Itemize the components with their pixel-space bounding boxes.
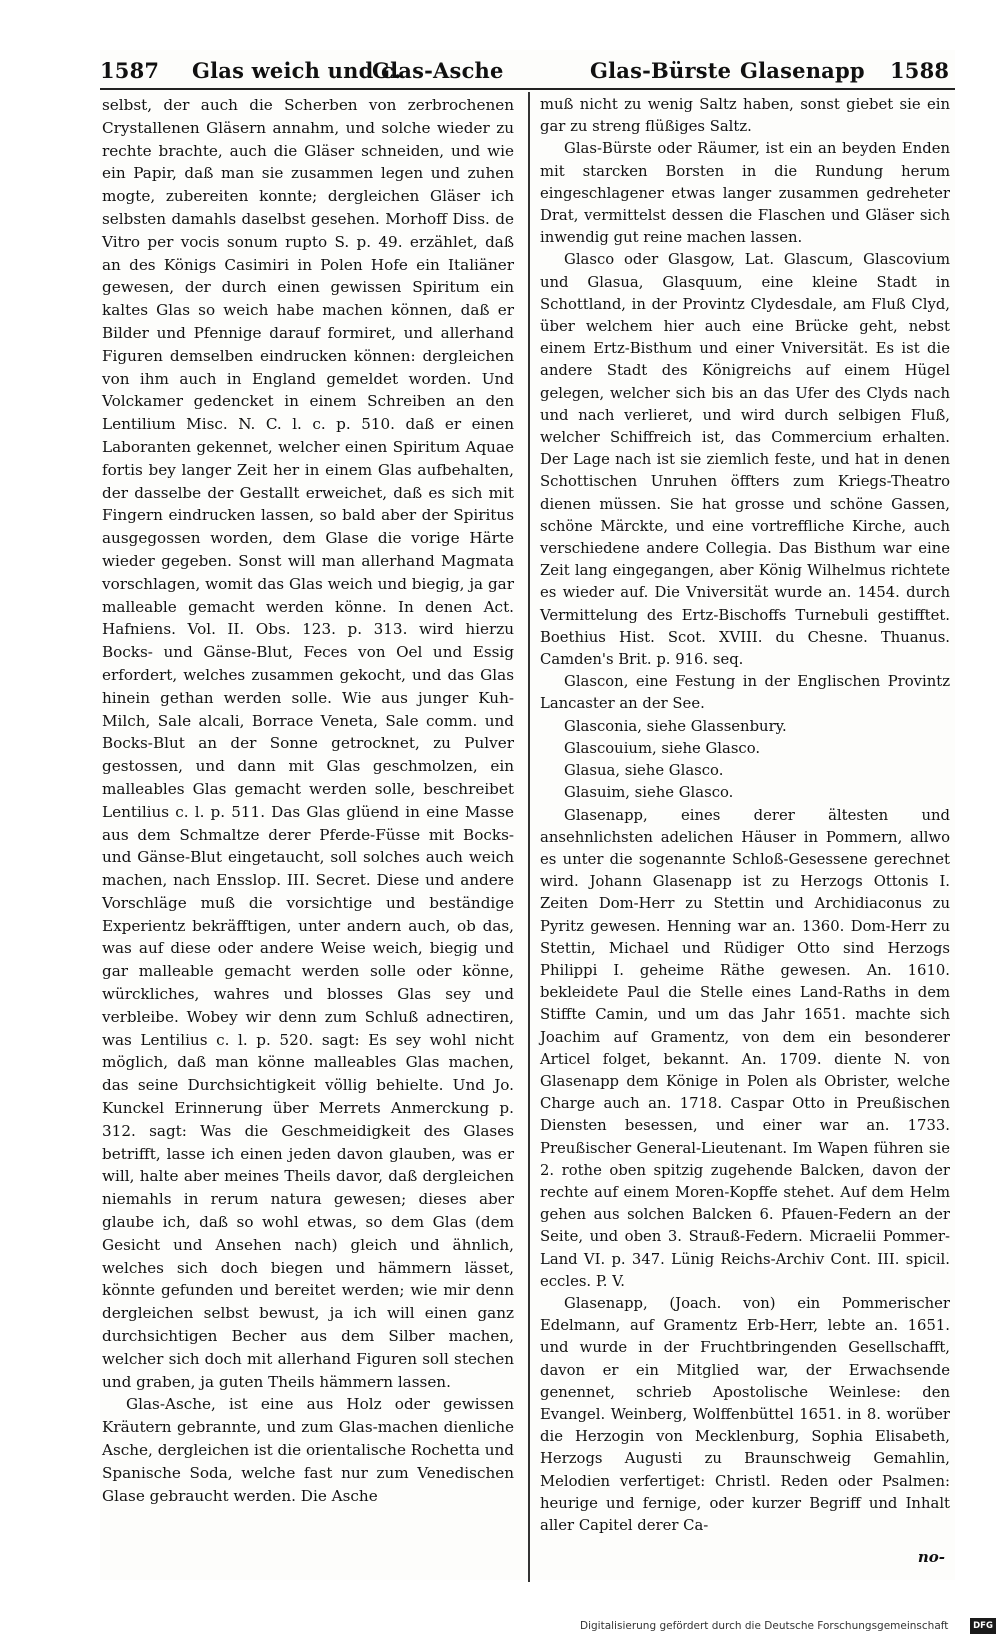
- left-running-title-2: Glas-Asche: [372, 58, 504, 83]
- paragraph: Glasua, siehe Glasco.: [564, 762, 724, 780]
- paragraph: Glasenapp, (Joach. von) ein Pommerischer Edelmann, auf Gramentz Erb-Herr, lebte an. 1651. und wurde in der Fruchtbringenden Gesellschafft, davon er ein Mitglied war, der Erwachsende genennet, schrieb Apostolische Weinlese: den Evangel. Weinberg, Wolffenbüttel 1651. in 8. worüber die Herzogin von Mecklenburg, Sophia Elisabeth, Herzogs Augusti zu Braunschweig Gemahlin, Melodien verfertiget: Christl. Reden oder Psalmen: heurige und fernige, oder kurzer Begriff und Inhalt aller Capitel derer Ca-: [540, 1294, 950, 1534]
- paragraph: muß nicht zu wenig Saltz haben, sonst giebet sie ein gar zu streng flüßiges Saltz.: [540, 96, 950, 136]
- header-rule: [100, 88, 955, 90]
- right-page-number: 1588: [890, 58, 950, 83]
- right-running-title: Glas-Bürste: [590, 58, 732, 83]
- column-divider: [528, 92, 530, 1582]
- paragraph: Glas-Bürste oder Räumer, ist ein an beyden Enden mit starcken Borsten in die Rundung herum eingeschlagener etwas langer zusammen gedreheter Drat, vermittelst dessen die Flaschen und Gläser sich inwendig gut reine machen lassen.: [540, 140, 950, 247]
- digitization-footer: [580, 1618, 998, 1636]
- left-page-number: 1587: [100, 58, 160, 83]
- dfg-logo: DFG: [970, 1618, 996, 1634]
- left-running-title: Glas weich und c.: [192, 58, 402, 83]
- book-page: [100, 50, 955, 1580]
- paragraph: Glasco oder Glasgow, Lat. Glascum, Glascovium und Glasua, Glasquum, eine kleine Stadt in Schottland, in der Provintz Clydesdale, am Fluß Clyd, über welchem hier auch eine Brücke geht, nebst einem Ertz-Bisthum und einer Vniversität. Es ist die andere Stadt des Königreichs auf einem Hügel gelegen, welcher sich bis an das Ufer des Clyds nach und nach verlieret, und wird durch selbigen Fluß, welcher Schiffreich ist, das Commercium erhalten. Der Lage nach ist sie ziemlich feste, und hat in denen Schottischen Unruhen öffters zum Kriegs-Theatro dienen müssen. Sie hat grosse und schöne Gassen, schöne Märckte, und eine vortreffliche Kirche, auch verschiedene andere Collegia. Das Bisthum war eine Zeit lang eingegangen, aber König Wilhelmus richtete es wieder auf. Die Vniversität wurde an. 1454. durch Vermittelung des Ertz-Bischoffs Turnebuli gestifftet. Boethius Hist. Scot. XVIII. du Chesne. Thuanus. Camden's Brit. p. 916. seq.: [540, 251, 950, 669]
- paragraph: Glasconia, siehe Glassenbury.: [564, 717, 787, 735]
- paragraph: Glas-Asche, ist eine aus Holz oder gewissen Kräutern gebrannte, und zum Glas-machen dienliche Asche, dergleichen ist die orientalische Rochetta und Spanische Soda, welche fast nur zum Venedischen Glase gebraucht werden. Die Asche: [102, 1395, 514, 1505]
- footer-text: Digitalisierung gefördert durch die Deutsche Forschungsgemeinschaft: [580, 1620, 949, 1632]
- right-running-title-2: Glasenapp: [740, 58, 865, 83]
- paragraph: Glascon, eine Festung in der Englischen Provintz Lancaster an der See.: [540, 673, 950, 713]
- right-column: [540, 94, 950, 1537]
- paragraph: Glasenapp, eines derer ältesten und ansehnlichsten adelichen Häuser in Pommern, allwo es unter die sogenannte Schloß-Gesessene gerechnet wird. Johann Glasenapp ist zu Herzogs Ottonis I. Zeiten Dom-Herr zu Stettin und Archidiaconus zu Pyritz gewesen. Henning war an. 1360. Dom-Herr zu Stettin, Michael und Rüdiger Otto sind Herzogs Philippi I. geheime Räthe gewesen. An. 1610. bekleidete Paul die Stelle eines Land-Raths in dem Stiffte Camin, und um das Jahr 1651. machte sich Joachim auf Gramentz, von dem ein besonderer Articel folget, bekannt. An. 1709. diente N. von Glasenapp dem Könige in Polen als Obrister, welche Charge auch an. 1718. Caspar Otto in Preußischen Diensten besessen, und einer war an. 1733. Preußischer General-Lieutenant. Im Wapen führen sie 2. rothe oben spitzig zugehende Balcken, davon der rechte auf einem Moren-Kopffe stehet. Auf dem Helm gehen aus solchen Balcken 6. Pfauen-Federn an der Seite, und oben 3. Strauß-Federn. Micraelii Pommer-Land VI. p. 347. Lünig Reichs-Archiv Cont. III. spicil. eccles. P. V.: [540, 806, 950, 1290]
- catchword: no-: [917, 1548, 945, 1566]
- paragraph: selbst, der auch die Scherben von zerbrochenen Crystallenen Gläsern annahm, und solche wieder zu rechte brachte, auch die Gläser schneiden, und wie ein Papir, daß man sie zusammen legen und zuhen mogte, zubereiten konnte; dergleichen Gläser ich selbsten damahls daselbst gesehen. Morhoff Diss. de Vitro per vocis sonum rupto S. p. 49. erzählet, daß an des Königs Casimiri in Polen Hofe ein Italiäner gewesen, der durch einen gewissen Spiritum ein kaltes Glas so weich habe machen können, daß er Bilder und Pfennige darauf formiret, und allerhand Figuren demselben eindrucken können: dergleichen von ihm auch in England gemeldet worden. Und Volckamer gedencket in einem Schreiben an den Lentilium Misc. N. C. l. c. p. 510. daß er einen Laboranten gekennet, welcher einen Spiritum Aquae fortis bey langer Zeit her in einem Glas aufbehalten, der dasselbe der Gestallt erweichet, daß es sich mit Fingern eindrucken lassen, so bald aber der Spiritus ausgegossen worden, dem Glase die vorige Härte wieder gegeben. Sonst will man allerhand Magmata vorschlagen, womit das Glas weich und biegig, ja gar malleable gemacht werden könne. In denen Act. Hafniens. Vol. II. Obs. 123. p. 313. wird hierzu Bocks- und Gänse-Blut, Feces von Oel und Essig erfordert, welches zusammen gekocht, und das Glas hinein gethan werden solle. Wie aus junger Kuh-Milch, Sale alcali, Borrace Veneta, Sale comm. und Bocks-Blut an der Sonne getrocknet, zu Pulver gestossen, und dann mit Glas geschmolzen, ein malleables Glas gemacht werden solle, beschreibet Lentilius c. l. p. 511. Das Glas glüend in eine Masse aus dem Schmaltze derer Pferde-Füsse mit Bocks- und Gänse-Blut eingetaucht, soll solches auch weich machen, nach Ensslop. III. Secret. Diese und andere Vorschläge muß die vorsichtige und beständige Experientz bekräfftigen, unter andern auch, ob das, was auf diese oder andere Weise weich, biegig und gar malleable gemacht werden solle oder könne, würckliches, wahres und blosses Glas sey und verbleibe. Wobey wir denn zum Schluß adnectiren, was Lentilius c. l. p. 520. sagt: Es sey wohl nicht möglich, daß man könne malleables Glas machen, das seine Durchsichtigkeit völlig behielte. Und Jo. Kunckel Erinnerung über Merrets Anmerckung p. 312. sagt: Was die Geschmeidigkeit des Glases betrifft, lasse ich einen jeden davon glauben, was er will, halte aber meines Theils davor, daß dergleichen niemahls in rerum natura gewesen; dieses aber glaube ich, daß so wohl etwas, so dem Glas (dem Gesicht und Ansehen nach) gleich und ähnlich, welches sich doch biegen und hämmern lässet, könnte gefunden und bereitet werden; wie mir denn dergleichen selbst bewust, ja ich will einen ganz durchsichtigen Becher aus dem Silber machen, welcher sich doch mit allerhand Figuren soll stechen und graben, ja guten Theils hämmern lassen.: [102, 96, 514, 1391]
- left-column: [102, 94, 514, 1507]
- running-header: [100, 50, 955, 84]
- paragraph: Glasuim, siehe Glasco.: [564, 784, 734, 802]
- paragraph: Glascouium, siehe Glasco.: [564, 739, 761, 757]
